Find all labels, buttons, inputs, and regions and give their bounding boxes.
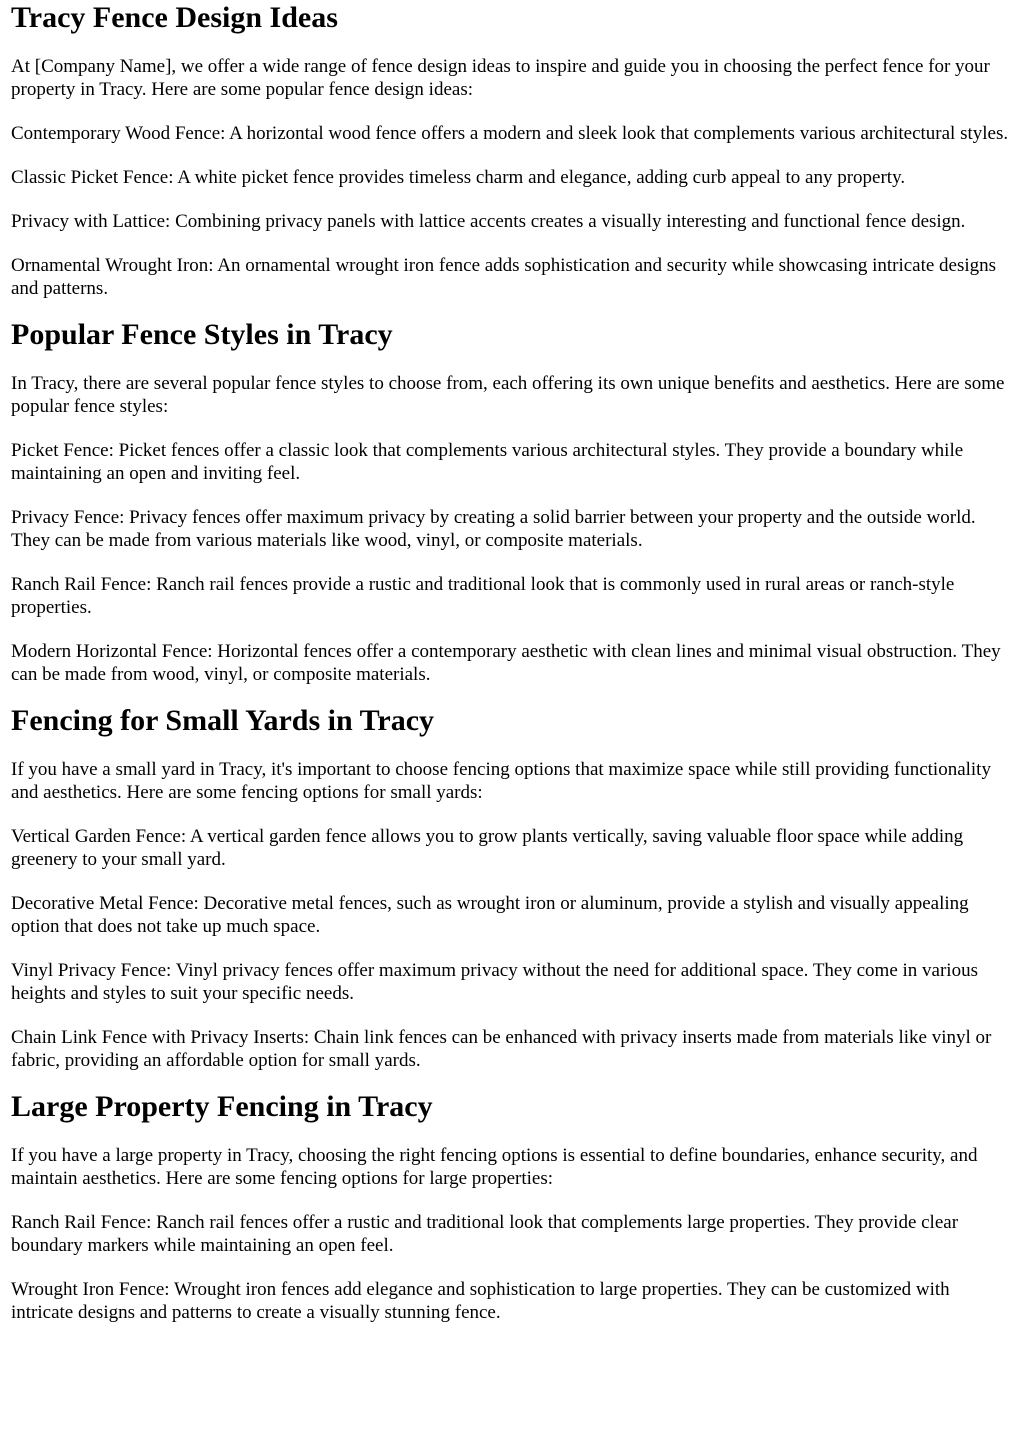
section-heading: Fencing for Small Yards in Tracy xyxy=(11,704,435,737)
paragraph: Decorative Metal Fence: Decorative metal fences, such as wrought iron or aluminum, provide a stylish and visually appealing option that does not take up much space. xyxy=(11,893,969,937)
section-large-property xyxy=(11,1089,1014,1324)
paragraph: If you have a large property in Tracy, choosing the right fencing options is essential to define boundaries, enhance security, and maintain aesthetics. Here are some fencing options for large properties: xyxy=(11,1145,978,1189)
section-heading: Large Property Fencing in Tracy xyxy=(11,1090,433,1123)
paragraph: If you have a small yard in Tracy, it's important to choose fencing options that maximize space while still providing functionality and aesthetics. Here are some fencing options for small yards: xyxy=(11,759,991,803)
paragraph: Privacy with Lattice: Combining privacy panels with lattice accents creates a visually interesting and functional fence design. xyxy=(11,211,966,232)
paragraph: Vinyl Privacy Fence: Vinyl privacy fences offer maximum privacy without the need for additional space. They come in various heights and styles to suit your specific needs. xyxy=(11,960,978,1004)
paragraph: Ranch Rail Fence: Ranch rail fences provide a rustic and traditional look that is commonly used in rural areas or ranch-style properties. xyxy=(11,574,955,618)
paragraph: Ranch Rail Fence: Ranch rail fences offer a rustic and traditional look that complements large properties. They provide clear boundary markers while maintaining an open feel. xyxy=(11,1212,959,1256)
paragraph: Ornamental Wrought Iron: An ornamental wrought iron fence adds sophistication and security while showcasing intricate designs and patterns. xyxy=(11,255,997,299)
paragraph: Contemporary Wood Fence: A horizontal wood fence offers a modern and sleek look that complements various architectural styles. xyxy=(11,123,1009,144)
paragraph: Privacy Fence: Privacy fences offer maximum privacy by creating a solid barrier between your property and the outside world. They can be made from various materials like wood, vinyl, or composite materials. xyxy=(11,507,976,551)
section-heading: Tracy Fence Design Ideas xyxy=(11,1,338,34)
section-heading: Popular Fence Styles in Tracy xyxy=(11,318,393,351)
section-design-ideas xyxy=(11,0,1014,300)
paragraph: Vertical Garden Fence: A vertical garden fence allows you to grow plants vertically, saving valuable floor space while adding greenery to your small yard. xyxy=(11,826,964,870)
paragraph: Chain Link Fence with Privacy Inserts: Chain link fences can be enhanced with privacy inserts made from materials like vinyl or fabric, providing an affordable option for small yards. xyxy=(11,1027,992,1071)
paragraph: Picket Fence: Picket fences offer a classic look that complements various architectural styles. They provide a boundary while maintaining an open and inviting feel. xyxy=(11,440,964,484)
paragraph: Modern Horizontal Fence: Horizontal fences offer a contemporary aesthetic with clean lines and minimal visual obstruction. They can be made from wood, vinyl, or composite materials. xyxy=(11,641,1001,685)
paragraph: Classic Picket Fence: A white picket fence provides timeless charm and elegance, adding curb appeal to any property. xyxy=(11,167,906,188)
paragraph: Wrought Iron Fence: Wrought iron fences add elegance and sophistication to large properties. They can be customized with intricate designs and patterns to create a visually stunning fence. xyxy=(11,1279,950,1323)
section-small-yards xyxy=(11,703,1014,1072)
paragraph: In Tracy, there are several popular fence styles to choose from, each offering its own unique benefits and aesthetics. Here are some popular fence styles: xyxy=(11,373,1005,417)
paragraph: At [Company Name], we offer a wide range of fence design ideas to inspire and guide you in choosing the perfect fence for your property in Tracy. Here are some popular fence design ideas: xyxy=(11,56,990,100)
section-popular-styles xyxy=(11,317,1014,686)
